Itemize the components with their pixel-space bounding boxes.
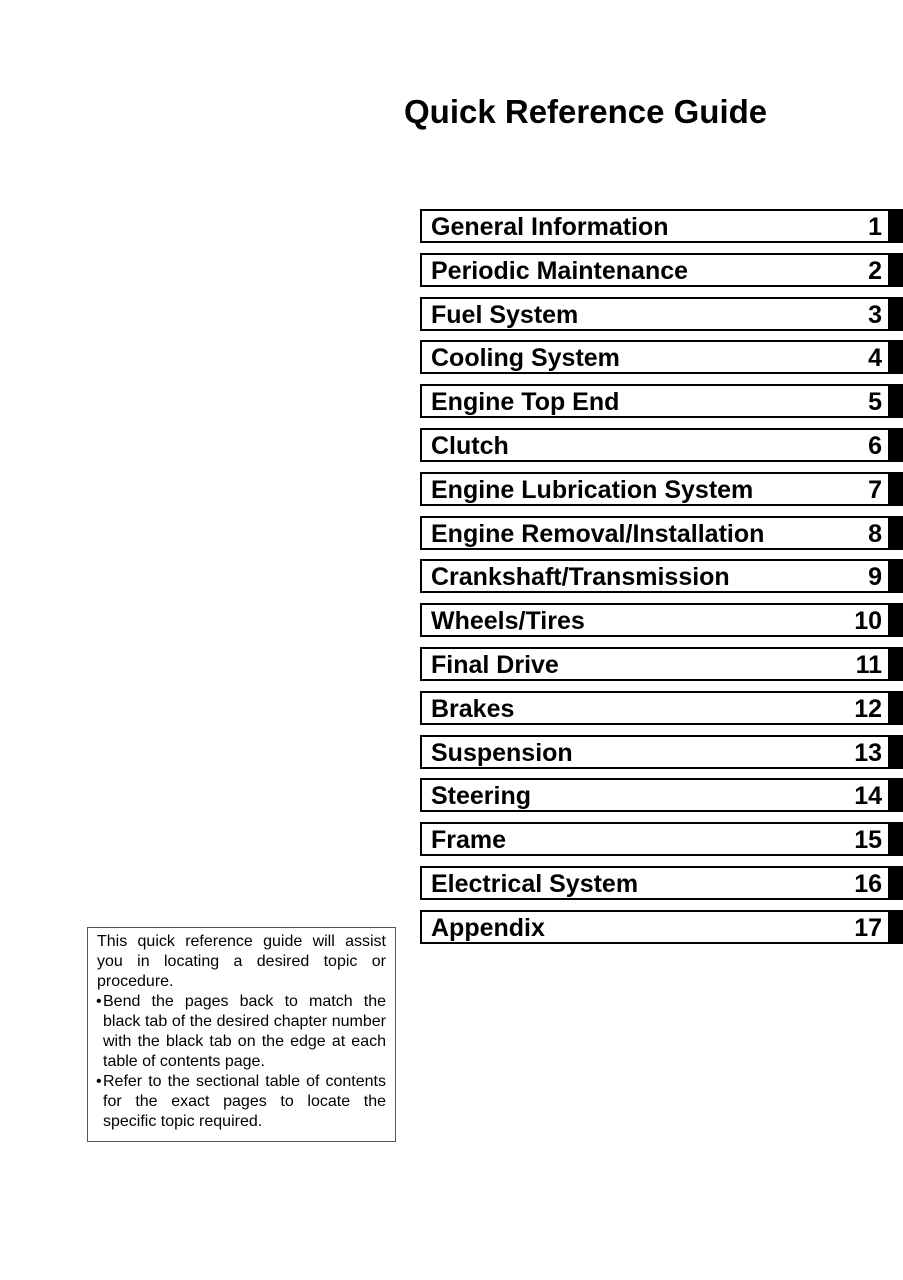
chapter-number: 1 (868, 213, 882, 241)
usage-note-intro: This quick reference guide will assist you in locating a desired topic or procedure. (97, 933, 386, 990)
chapter-link[interactable] (420, 297, 890, 331)
chapter-number: 8 (868, 519, 882, 548)
chapter-title: Brakes (431, 694, 515, 723)
chapter-row (420, 472, 903, 506)
chapter-black-tab (890, 340, 903, 374)
chapter-black-tab (890, 691, 903, 725)
chapter-row (420, 778, 903, 812)
chapter-row (420, 340, 903, 374)
chapter-title: Appendix (431, 913, 545, 942)
chapter-link[interactable] (420, 603, 890, 637)
chapter-link[interactable] (420, 647, 890, 681)
chapter-row (420, 428, 903, 462)
chapter-title: Engine Top End (431, 388, 620, 417)
chapter-title: Clutch (431, 431, 509, 460)
chapter-row (420, 253, 903, 287)
chapter-title: Cooling System (431, 344, 620, 373)
chapter-title: Periodic Maintenance (431, 256, 689, 285)
chapter-black-tab (890, 384, 903, 418)
chapter-title: Electrical System (431, 869, 639, 898)
chapter-link[interactable] (420, 472, 890, 506)
chapter-row (420, 209, 903, 243)
chapter-row (420, 297, 903, 331)
page-title: Quick Reference Guide (404, 93, 768, 130)
chapter-row (420, 735, 903, 769)
chapter-number: 17 (854, 913, 882, 942)
chapter-number: 16 (854, 869, 882, 898)
chapter-number: 9 (868, 563, 882, 592)
chapter-link[interactable] (420, 735, 890, 769)
chapter-row (420, 822, 903, 856)
bullet-icon: • (96, 1073, 102, 1090)
chapter-black-tab (890, 866, 903, 900)
chapter-black-tab (890, 822, 903, 856)
chapter-title: Wheels/Tires (431, 607, 585, 636)
chapter-title: General Information (431, 213, 669, 241)
chapter-title: Crankshaft/Transmission (431, 563, 730, 592)
chapter-number: 2 (868, 256, 882, 285)
chapter-row (420, 691, 903, 725)
chapter-black-tab (890, 297, 903, 331)
chapter-link[interactable] (420, 340, 890, 374)
chapter-row (420, 866, 903, 900)
chapter-title: Engine Removal/Installation (431, 519, 765, 548)
chapter-number: 14 (854, 782, 882, 811)
chapter-black-tab (890, 472, 903, 506)
chapter-number: 12 (854, 694, 882, 723)
chapter-link[interactable] (420, 866, 890, 900)
chapter-row (420, 516, 903, 550)
chapter-black-tab (890, 209, 903, 243)
chapter-number: 7 (868, 475, 882, 504)
bullet-icon: • (96, 993, 102, 1010)
usage-note-bullet (97, 1072, 386, 1132)
chapter-black-tab (890, 778, 903, 812)
usage-note-bullet-text: Bend the pages back to match the black tab of the desired chapter number with the black tab on the edge at each table of contents page. (103, 993, 386, 1070)
chapter-row (420, 603, 903, 637)
chapter-title: Steering (431, 782, 532, 811)
chapter-black-tab (890, 647, 903, 681)
chapter-black-tab (890, 559, 903, 593)
chapter-number: 6 (868, 431, 882, 460)
chapter-number: 5 (868, 388, 882, 417)
chapter-index (420, 209, 903, 954)
chapter-black-tab (890, 428, 903, 462)
chapter-row (420, 647, 903, 681)
chapter-link[interactable] (420, 910, 890, 944)
usage-note-bullet (97, 992, 386, 1072)
chapter-title: Suspension (431, 738, 573, 767)
chapter-number: 11 (855, 650, 882, 679)
chapter-link[interactable] (420, 559, 890, 593)
chapter-black-tab (890, 603, 903, 637)
chapter-title: Final Drive (431, 650, 559, 679)
chapter-number: 13 (854, 738, 882, 767)
chapter-number: 15 (854, 826, 882, 855)
chapter-row (420, 910, 903, 944)
chapter-number: 10 (854, 607, 882, 636)
chapter-link[interactable] (420, 209, 890, 243)
chapter-link[interactable] (420, 778, 890, 812)
chapter-title: Engine Lubrication System (431, 475, 754, 504)
chapter-black-tab (890, 735, 903, 769)
chapter-number: 3 (868, 300, 882, 329)
chapter-title: Fuel System (431, 300, 579, 329)
chapter-black-tab (890, 910, 903, 944)
chapter-black-tab (890, 516, 903, 550)
chapter-black-tab (890, 253, 903, 287)
chapter-link[interactable] (420, 691, 890, 725)
chapter-row (420, 559, 903, 593)
chapter-link[interactable] (420, 428, 890, 462)
chapter-link[interactable] (420, 516, 890, 550)
usage-note-box (87, 927, 396, 1142)
chapter-title: Frame (431, 826, 507, 855)
chapter-row (420, 384, 903, 418)
chapter-link[interactable] (420, 253, 890, 287)
chapter-link[interactable] (420, 822, 890, 856)
chapter-number: 4 (868, 344, 882, 373)
chapter-link[interactable] (420, 384, 890, 418)
usage-note-bullet-text: Refer to the sectional table of contents for the exact pages to locate the specific topic required. (103, 1073, 386, 1130)
